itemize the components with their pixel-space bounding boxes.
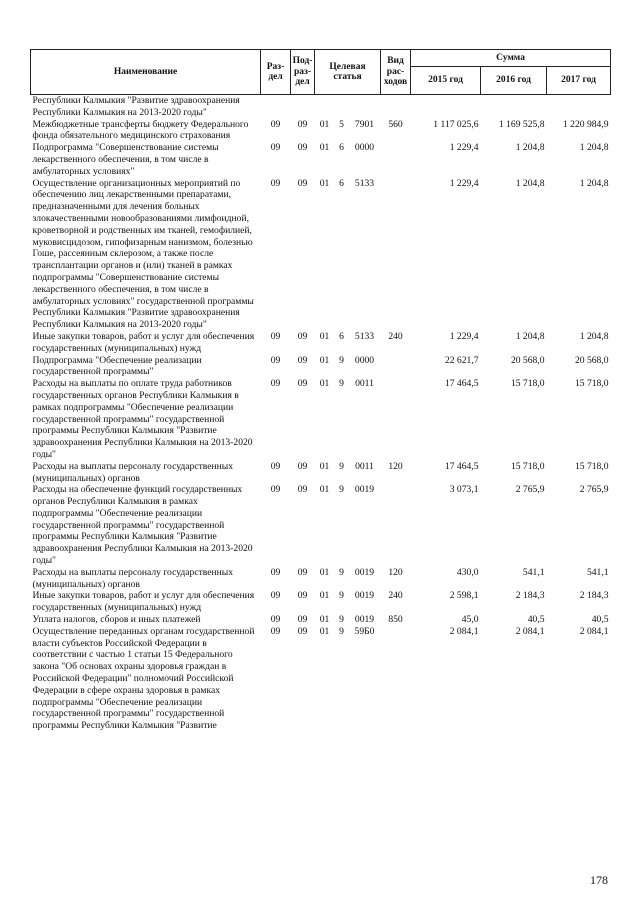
razdel-cell: 09 bbox=[270, 330, 281, 342]
razdel-cell: 09 bbox=[270, 625, 281, 637]
podrazdel-cell: 09 bbox=[297, 590, 308, 602]
sum-2015-cell: 1 229,4 bbox=[449, 142, 479, 154]
row-name: Республики Калмыкия "Развитие здравоохранения Республики Калмыкия на 2013-2020 годы" bbox=[32, 95, 240, 118]
sum-2015-cell: 45,0 bbox=[461, 614, 479, 626]
table-row bbox=[31, 378, 611, 461]
razdel-cell: 09 bbox=[270, 590, 281, 602]
header-year-2015: 2015 год bbox=[411, 67, 481, 95]
target-program-cell: 01 bbox=[319, 590, 330, 602]
row-name: Расходы на выплаты персоналу государственных (муниципальных) органов bbox=[32, 460, 234, 484]
target-program-cell: 01 bbox=[319, 142, 330, 154]
sum-2015-cell: 2 598,1 bbox=[449, 590, 479, 602]
podrazdel-cell: 09 bbox=[297, 460, 308, 472]
sum-2017-cell: 15 718,0 bbox=[574, 460, 609, 472]
sum-2017-cell: 2 084,1 bbox=[579, 625, 609, 637]
podrazdel-cell: 09 bbox=[297, 142, 308, 154]
sum-2017-cell: 2 184,3 bbox=[579, 590, 609, 602]
target-program-cell: 01 bbox=[319, 330, 330, 342]
table-header bbox=[31, 50, 611, 95]
target-program-cell bbox=[315, 95, 335, 119]
header-celevaya-statya: Целевая статья bbox=[315, 50, 381, 95]
table-body bbox=[31, 95, 611, 733]
target-subprogram-cell: 9 bbox=[339, 614, 344, 626]
expense-type-cell bbox=[381, 95, 411, 119]
table-row bbox=[31, 331, 611, 355]
sum-2016-cell: 40,5 bbox=[527, 614, 545, 626]
target-subprogram-cell: 9 bbox=[339, 460, 344, 472]
expense-type-cell bbox=[381, 626, 411, 732]
budget-table bbox=[30, 49, 611, 732]
target-subprogram-cell: 9 bbox=[339, 484, 344, 496]
sum-2016-cell: 15 718,0 bbox=[510, 460, 545, 472]
page-number: 178 bbox=[590, 873, 608, 887]
razdel-cell: 09 bbox=[270, 354, 281, 366]
target-program-cell: 01 bbox=[319, 460, 330, 472]
sum-2016-cell: 1 169 525,8 bbox=[498, 118, 545, 130]
row-name: Расходы на выплаты персоналу государственных (муниципальных) органов bbox=[32, 566, 234, 590]
target-subprogram-cell: 9 bbox=[339, 378, 344, 390]
razdel-cell: 09 bbox=[270, 118, 281, 130]
target-item-cell: 0011 bbox=[355, 460, 374, 472]
header-podrazdel: Под- раз- дел bbox=[291, 50, 315, 95]
target-program-cell: 01 bbox=[319, 177, 330, 189]
expense-type-cell bbox=[381, 355, 411, 379]
header-summa: Сумма bbox=[411, 50, 611, 67]
sum-2017-cell: 1 204,8 bbox=[579, 330, 609, 342]
table-row bbox=[31, 178, 611, 331]
sum-2017-cell: 541,1 bbox=[586, 566, 609, 578]
row-name: Подпрограмма "Обеспечение реализации государственной программы" bbox=[32, 354, 202, 378]
target-subprogram-cell: 6 bbox=[339, 330, 344, 342]
target-subprogram-cell: 9 bbox=[339, 590, 344, 602]
target-item-cell: 0011 bbox=[355, 378, 374, 390]
razdel-cell: 09 bbox=[270, 142, 281, 154]
target-subprogram-cell: 6 bbox=[339, 142, 344, 154]
header-name: Наименование bbox=[31, 50, 261, 95]
target-subprogram-cell: 5 bbox=[339, 118, 344, 130]
expense-type-cell bbox=[381, 142, 411, 177]
target-program-cell: 01 bbox=[319, 625, 330, 637]
expense-type-cell: 560 bbox=[388, 118, 403, 130]
expense-type-cell bbox=[381, 484, 411, 567]
sum-2016-cell: 2 084,1 bbox=[515, 625, 545, 637]
row-name: Осуществление переданных органам государственной власти субъектов Российской Федерации в соответствии с частью 1 статьи 15 Федерального закона "Об основах охраны здоровья граждан в Российской Федерации" полномочий Российской Федерации в сфере охраны здоровья в рамках подпрограммы "Обеспечение реализации государственной программы" государственной программы Республики Калмыкия "Развитие bbox=[32, 625, 255, 732]
target-subprogram-cell: 9 bbox=[339, 354, 344, 366]
podrazdel-cell: 09 bbox=[297, 566, 308, 578]
sum-2015-cell: 3 073,1 bbox=[449, 484, 479, 496]
target-item-cell: 0019 bbox=[354, 590, 375, 602]
sum-2016-cell: 20 568,0 bbox=[510, 354, 545, 366]
row-name: Иные закупки товаров, работ и услуг для обеспечения государственных (муниципальных) нужд bbox=[32, 590, 255, 614]
podrazdel-cell: 09 bbox=[297, 625, 308, 637]
table-row bbox=[31, 626, 611, 732]
header-year-2017: 2017 год bbox=[547, 67, 611, 95]
expense-type-cell: 850 bbox=[388, 614, 403, 626]
podrazdel-cell: 09 bbox=[297, 118, 308, 130]
razdel-cell bbox=[261, 95, 291, 119]
sum-2016-cell bbox=[481, 95, 547, 119]
sum-2016-cell: 15 718,0 bbox=[510, 378, 545, 390]
target-item-cell: 0019 bbox=[354, 614, 375, 626]
target-subprogram-cell: 6 bbox=[339, 177, 344, 189]
sum-2016-cell: 1 204,8 bbox=[515, 177, 545, 189]
expense-type-cell: 120 bbox=[388, 460, 403, 472]
target-subprogram-cell bbox=[335, 95, 349, 119]
razdel-cell: 09 bbox=[270, 484, 281, 496]
table-row bbox=[31, 567, 611, 591]
razdel-cell: 09 bbox=[270, 460, 281, 472]
target-item-cell: 5133 bbox=[354, 177, 375, 189]
row-name: Подпрограмма "Совершенствование системы лекарственного обеспечения, в том числе в амбулаторных условиях" bbox=[32, 142, 219, 177]
sum-2016-cell: 541,1 bbox=[522, 566, 545, 578]
target-item-cell bbox=[349, 95, 381, 119]
sum-2015-cell: 1 229,4 bbox=[449, 177, 479, 189]
sum-2017-cell bbox=[547, 95, 611, 119]
row-name: Уплата налогов, сборов и иных платежей bbox=[32, 614, 201, 626]
razdel-cell: 09 bbox=[270, 177, 281, 189]
target-program-cell: 01 bbox=[319, 118, 330, 130]
sum-2016-cell: 2 184,3 bbox=[515, 590, 545, 602]
expense-type-cell: 240 bbox=[388, 330, 403, 342]
target-program-cell: 01 bbox=[319, 566, 330, 578]
expense-type-cell: 120 bbox=[388, 566, 403, 578]
target-item-cell: 0000 bbox=[354, 354, 375, 366]
table-row bbox=[31, 355, 611, 379]
row-name: Расходы на выплаты по оплате труда работников государственных органов Республики Калмыкия в рамках подпрограммы "Обеспечение реализации государственной программы" государственной программы Республики Калмыкия "Развитие здравоохранения Республики Калмыкия на 2013-2020 годы" bbox=[32, 378, 253, 460]
target-item-cell: 0019 bbox=[354, 566, 375, 578]
table-row bbox=[31, 590, 611, 614]
sum-2016-cell: 1 204,8 bbox=[515, 142, 545, 154]
row-name: Осуществление организационных мероприятий по обеспечению лиц лекарственными препаратами, предназначенными для лечения больных злокачественными новообразованиями лимфоидной, кроветворной и родственных им тканей, гемофилией, муковисцидозом, гипофизарным нанизмом, болезнью Гоше, рассеянным склерозом, а также после трансплантации органов и (или) тканей в рамках подпрограммы "Совершенствование системы лекарственного обеспечения, в том числе в амбулаторных условиях" государственной программы Республики Калмыкия "Развитие здравоохранения Республики Калмыкия на 2013-2020 годы" bbox=[32, 177, 254, 331]
razdel-cell: 09 bbox=[270, 566, 281, 578]
row-name: Расходы на обеспечение функций государственных органов Республики Калмыкия в рамках подпрограммы "Обеспечение реализации государственной программы" государственной программы Республики Калмыкия "Развитие здравоохранения Республики Калмыкия на 2013-2020 годы" bbox=[32, 484, 253, 567]
sum-2016-cell: 2 765,9 bbox=[515, 484, 545, 496]
podrazdel-cell: 09 bbox=[297, 378, 308, 390]
sum-2015-cell: 1 117 025,6 bbox=[433, 118, 479, 130]
target-item-cell: 7901 bbox=[354, 118, 375, 130]
target-subprogram-cell: 9 bbox=[339, 566, 344, 578]
expense-type-cell bbox=[381, 378, 411, 461]
sum-2015-cell: 22 621,7 bbox=[444, 354, 479, 366]
podrazdel-cell: 09 bbox=[297, 354, 308, 366]
table-row bbox=[31, 119, 611, 143]
sum-2017-cell: 20 568,0 bbox=[574, 354, 609, 366]
target-program-cell: 01 bbox=[319, 378, 330, 390]
razdel-cell: 09 bbox=[270, 614, 281, 626]
podrazdel-cell: 09 bbox=[297, 177, 308, 189]
sum-2015-cell: 430,0 bbox=[456, 566, 479, 578]
budget-page bbox=[30, 49, 611, 732]
target-subprogram-cell: 9 bbox=[339, 625, 344, 637]
sum-2016-cell: 1 204,8 bbox=[515, 330, 545, 342]
target-program-cell: 01 bbox=[319, 354, 330, 366]
podrazdel-cell: 09 bbox=[297, 484, 308, 496]
table-row bbox=[31, 461, 611, 485]
podrazdel-cell: 09 bbox=[297, 614, 308, 626]
table-row bbox=[31, 484, 611, 567]
header-vid-rashodov: Вид рас- ходов bbox=[381, 50, 411, 95]
target-item-cell: 0000 bbox=[354, 142, 375, 154]
target-item-cell: 59Б0 bbox=[354, 625, 375, 637]
sum-2017-cell: 1 204,8 bbox=[579, 142, 609, 154]
sum-2015-cell: 1 229,4 bbox=[449, 330, 479, 342]
sum-2015-cell: 17 464,5 bbox=[444, 378, 479, 390]
table-row bbox=[31, 614, 611, 626]
table-row bbox=[31, 142, 611, 177]
sum-2017-cell: 2 765,9 bbox=[579, 484, 609, 496]
row-name: Межбюджетные трансферты бюджету Федерального фонда обязательного медицинского страхования bbox=[32, 118, 249, 142]
sum-2017-cell: 15 718,0 bbox=[574, 378, 609, 390]
header-razdel: Раз- дел bbox=[261, 50, 291, 95]
sum-2015-cell bbox=[411, 95, 481, 119]
podrazdel-cell: 09 bbox=[297, 330, 308, 342]
target-program-cell: 01 bbox=[319, 484, 330, 496]
target-program-cell: 01 bbox=[319, 614, 330, 626]
target-item-cell: 5133 bbox=[354, 330, 375, 342]
podrazdel-cell bbox=[291, 95, 315, 119]
sum-2017-cell: 1 204,8 bbox=[579, 177, 609, 189]
table-row bbox=[31, 95, 611, 119]
sum-2017-cell: 40,5 bbox=[591, 614, 609, 626]
razdel-cell: 09 bbox=[270, 378, 281, 390]
row-name: Иные закупки товаров, работ и услуг для обеспечения государственных (муниципальных) нужд bbox=[32, 330, 255, 354]
expense-type-cell: 240 bbox=[388, 590, 403, 602]
sum-2015-cell: 17 464,5 bbox=[444, 460, 479, 472]
sum-2015-cell: 2 084,1 bbox=[449, 625, 479, 637]
header-year-2016: 2016 год bbox=[481, 67, 547, 95]
sum-2017-cell: 1 220 984,9 bbox=[562, 118, 609, 130]
expense-type-cell bbox=[381, 178, 411, 331]
target-item-cell: 0019 bbox=[354, 484, 375, 496]
